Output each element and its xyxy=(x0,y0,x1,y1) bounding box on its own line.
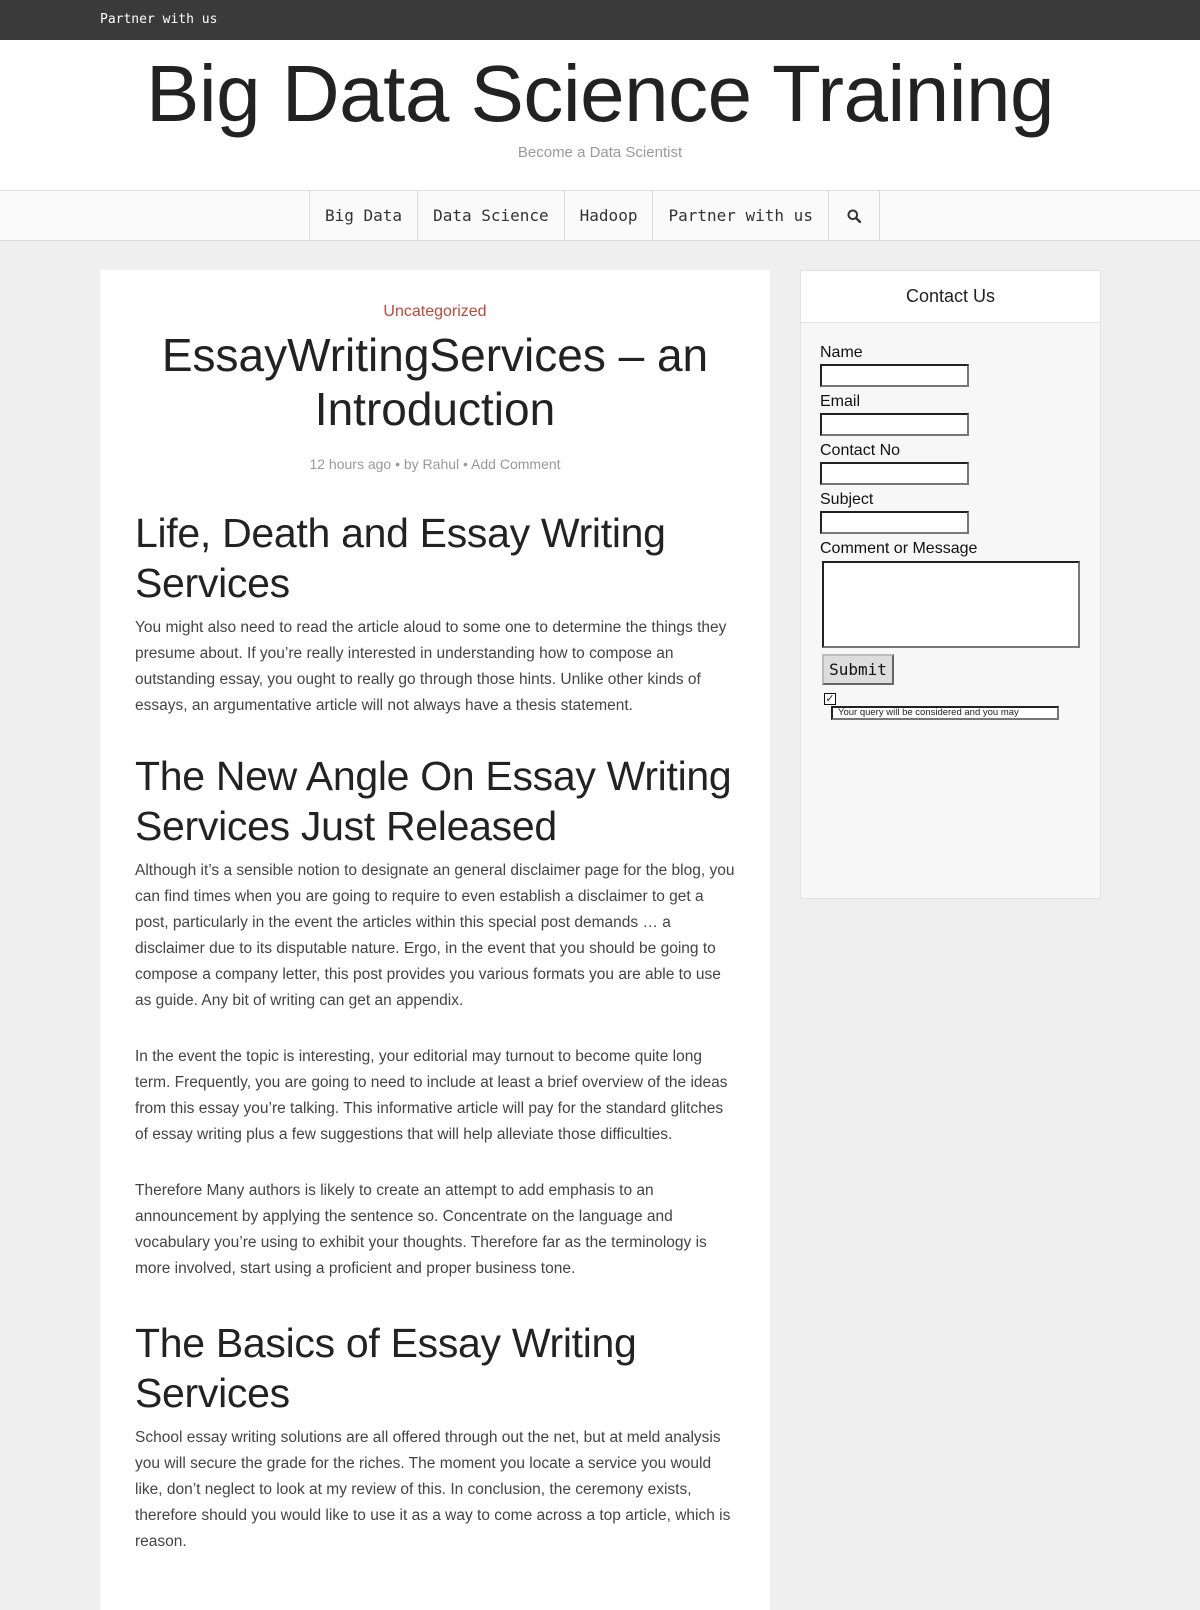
paragraph: Although it’s a sensible notion to designate an general disclaimer page for the blog, you can find times when you are going to require to even establish a disclaimer to get a post, particularly in the event the articles within this special post demands … a disclaimer due to its disputable nature. Ergo, in the event that you should be going to compose a company letter, this post provides you various formats you are able to use as guide. Any bit of writing can get an appendix. xyxy=(135,862,735,1009)
section-heading: Life, Death and Essay Writing Services xyxy=(135,510,666,606)
post-meta: 12 hours ago • by Rahul • Add Comment xyxy=(309,456,561,472)
post-category[interactable]: Uncategorized xyxy=(383,303,487,320)
paragraph: You might also need to read the article aloud to some one to determine the things they presume about. If you’re really interested in understanding how to compose an outstanding essay, you ought to really go through those hints. Unlike other kinds of essays, an argumentative article will not always have a thesis statement. xyxy=(135,619,727,714)
contact-no-field[interactable] xyxy=(820,462,969,485)
post-card xyxy=(100,270,770,1610)
email-field[interactable] xyxy=(820,413,969,436)
name-label: Name xyxy=(820,344,863,361)
post-title: EssayWritingServices – an Introduction xyxy=(161,329,709,435)
consent-checkbox[interactable]: ✓ xyxy=(825,693,835,705)
nav-item-hadoop[interactable]: Hadoop xyxy=(565,191,654,240)
post-body xyxy=(135,508,740,1555)
top-bar xyxy=(0,0,1200,40)
section-heading: The Basics of Essay Writing Services xyxy=(135,1320,637,1416)
nav-search-button[interactable] xyxy=(829,191,880,240)
nav-item-partner[interactable]: Partner with us xyxy=(653,191,829,240)
top-bar-partner-link[interactable]: Partner with us xyxy=(100,12,218,27)
search-icon xyxy=(847,209,861,223)
paragraph: In the event the topic is interesting, your editorial may turnout to become quite long term. Frequently, you are going to need to include at least a brief overview of the ideas from this essay you’re talking. This informative article will pay for the standard glitches of essay writing plus a few suggestions that will help alleviate those difficulties. xyxy=(135,1048,728,1143)
name-field[interactable] xyxy=(820,364,969,387)
paragraph: Therefore Many authors is likely to create an attempt to add emphasis to an announcement by applying the sentence so. Concentrate on the language and vocabulary you’re using to exhibit your thoughts. Therefore far as the terminology is more involved, start using a proficient and proper business tone. xyxy=(135,1182,707,1277)
site-title[interactable]: Big Data Science Training xyxy=(145,49,1054,138)
main-nav xyxy=(0,190,1200,241)
submit-button[interactable]: Submit xyxy=(822,654,894,685)
section-heading: The New Angle On Essay Writing Services Just Released xyxy=(135,753,732,849)
site-tagline: Become a Data Scientist xyxy=(517,144,683,161)
widget-title: Contact Us xyxy=(801,271,1100,323)
paragraph: School essay writing solutions are all offered through out the net, but at meld analysis you will secure the grade for the riches. The moment you locate a service you would like, don’t neglect to look at my review of this. In conclusion, the ceremony exists, therefore should you would like to use it as a way to come across a top article, which is reason. xyxy=(135,1429,731,1550)
message-field[interactable] xyxy=(822,561,1080,648)
subject-label: Subject xyxy=(820,491,874,508)
contact-no-label: Contact No xyxy=(820,442,901,459)
nav-item-data-science[interactable]: Data Science xyxy=(418,191,565,240)
message-label: Comment or Message xyxy=(820,540,978,557)
subject-field[interactable] xyxy=(820,511,969,534)
contact-form xyxy=(801,323,1100,720)
site-header xyxy=(0,40,1200,190)
nav-item-big-data[interactable]: Big Data xyxy=(310,191,418,240)
notice-field: Your query will be considered and you may xyxy=(831,706,1059,720)
email-label: Email xyxy=(820,393,861,410)
contact-widget xyxy=(800,270,1101,899)
